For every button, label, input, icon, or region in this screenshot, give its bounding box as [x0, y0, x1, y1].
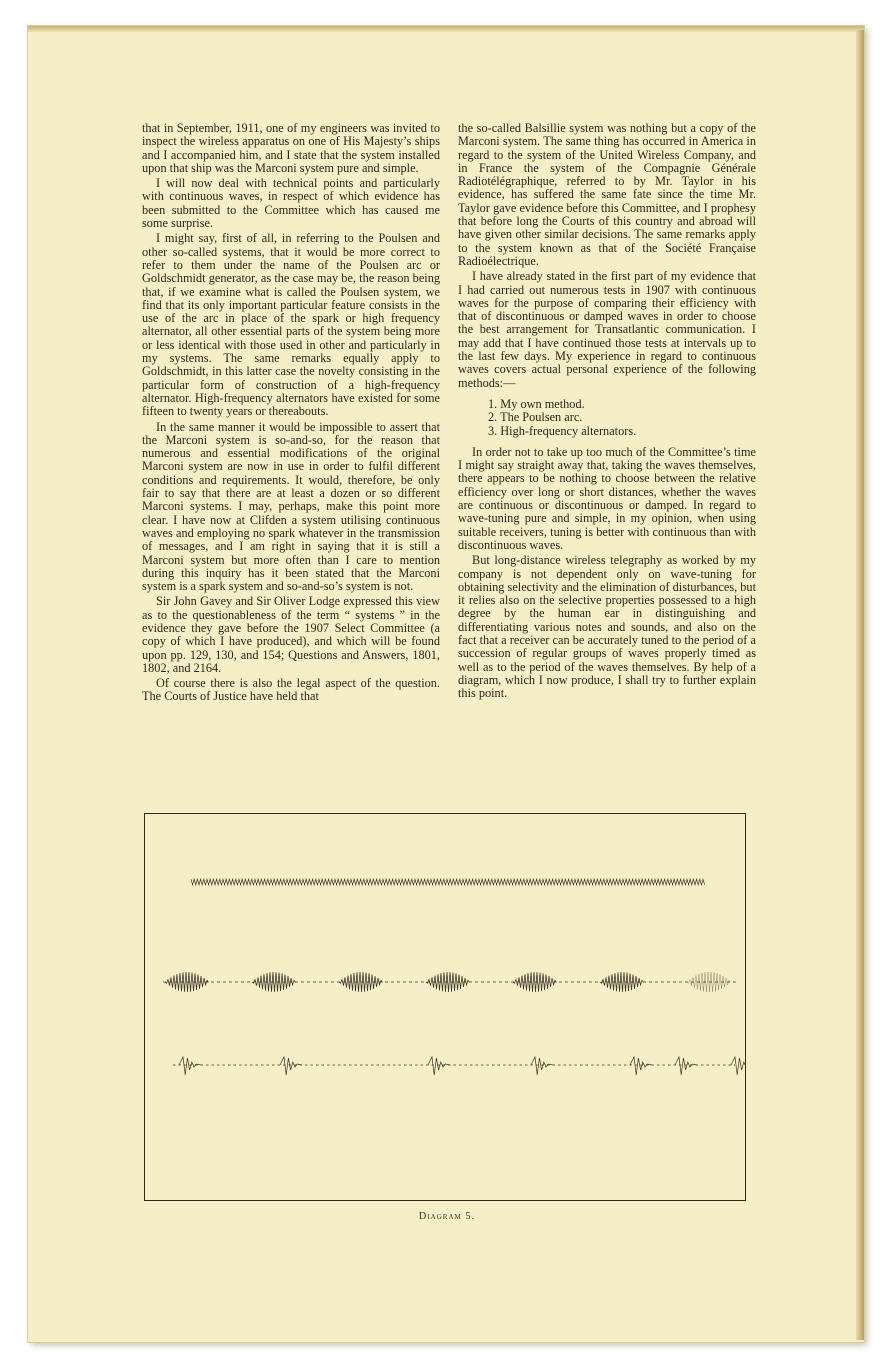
left-paragraph-5: Sir John Gavey and Sir Oliver Lodge expressed this view as to the questionableness of the term “ systems ” in the evidence they gave before the 1907 Select Committee (a copy of which I have produced), and which will be found upon pp. 129, 130, and 154; Questions and Answers, 1801, 1802, and 2164. — [142, 594, 440, 675]
left-paragraph-2: I will now deal with technical points and particularly with continuous waves, in respect of which evidence has been submitted to the Committee which has caused me some surprise. — [142, 176, 440, 231]
left-paragraph-3: I might say, first of all, in referring to the Poulsen and other so-called systems, that it would be more correct to refer to them under the name of the Poulsen arc or Goldschmidt generator, as the case may be, the reason being that, if we examine what is called the Poulsen system, we find that its only important particular feature consists in the use of the arc in place of the spark or high frequency alternator, all other essential parts of the system being more or less identical with those used in other and particularly in my systems. The same remarks equally apply to Goldschmidt, in this latter case the novelty consisting in the particular form of construction of a high-frequency alternator. High-frequency alternators have existed for some fifteen to twenty years or thereabouts. — [142, 231, 440, 419]
damped-spike — [428, 1057, 450, 1075]
diagram-caption — [0, 1211, 894, 1222]
wave-group — [687, 972, 731, 992]
right-paragraph-4: But long-distance wireless telegraphy as worked by my company is not dependent only on wave-tuning for obtaining selectivity and the elimination of disturbances, but it relies also on the selective properties possessed to a high degree by the human ear in distinguishing and differentiating various notes and sounds, and also on the fact that a receiver can be accurately tuned to the period of a succession of regular groups of waves properly timed as well as to the period of the waves themselves. By help of a diagram, which I now produce, I shall try to further explain this point. — [458, 553, 756, 701]
methods-list-item: 1. My own method. — [488, 396, 585, 411]
wave-group — [600, 972, 644, 992]
methods-list-item: 2. The Poulsen arc. — [488, 410, 583, 425]
wave-diagram-svg — [145, 814, 745, 1200]
left-paragraph-6: Of course there is also the legal aspect of the question. The Courts of Justice have held that — [142, 676, 440, 704]
wave-group — [252, 972, 296, 992]
wave-group — [426, 972, 470, 992]
methods-list — [458, 398, 756, 438]
left-paragraph-1: that in September, 1911, one of my engineers was invited to inspect the wireless apparatus on one of His Majesty’s ships and I accompanied him, and I state that the system installed upon that ship was the Marconi system pure and simple. — [142, 121, 440, 175]
wave-group — [339, 972, 383, 992]
damped-spike — [179, 1057, 201, 1075]
wave-diagram — [144, 813, 746, 1201]
damped-spike — [675, 1057, 697, 1075]
wave-group — [165, 972, 209, 992]
damped-spike — [630, 1057, 652, 1075]
left-text-column — [142, 122, 440, 704]
page-top-edge — [28, 26, 864, 32]
right-paragraph-3: In order not to take up too much of the Committee’s time I might say straight away that, taking the waves themselves, there appears to be nothing to choose between the relative efficiency over long or short distances, whether the waves are continuous or discontinuous or damped. In regard to wave-tuning pure and simple, in my opinion, when using suitable receivers, tuning is better with continuous than with discontinuous waves. — [458, 444, 756, 552]
damped-spike — [280, 1057, 302, 1075]
right-paragraph-2: I have already stated in the first part of my evidence that I had carried out numerous tests in 1907 with continuous waves for the purpose of comparing their efficiency with that of discontinuous or damped waves in order to choose the best arrangement for Transatlantic communication. I may add that I have continued those tests at intervals up to the last few days. My experience in regard to continuous waves covers actual personal experience of the following methods:— — [458, 269, 756, 390]
wave-group — [513, 972, 557, 992]
right-paragraph-1: the so-called Balsillie system was nothing but a copy of the Marconi system. The same thing has occurred in America in regard to the system of the United Wireless Company, and in France the system of the Compagnie Générale Radiotélégraphique, referred to by Mr. Taylor in his evidence, has suffered the same fate since the time Mr. Taylor gave evidence before this Committee, and I prophesy that before long the Courts of this country and abroad will have given other similar decisions. The same remarks apply to the system known as that of the Société Française Radioélectrique. — [458, 121, 756, 268]
left-paragraph-4: In the same manner it would be impossible to assert that the Marconi system is so-and-so, for the reason that numerous and essential modifications of the original Marconi system are now in use in order to fulfil different conditions and requirements. It would, therefore, be only fair to say that there are at least a dozen or so different Marconi systems. I may, perhaps, make this point more clear. I have now at Clifden a system utilising continuous waves and employing no spark whatever in the transmission of messages, and I am right in saying that it is still a Marconi system but more often than I care to mention during this inquiry has it been stated that the Marconi system is a spark system and so-and-so’s system is not. — [142, 419, 440, 594]
diagram-caption-text: Diagram 5. — [418, 1211, 476, 1222]
page-right-edge — [856, 30, 864, 1340]
right-text-column — [458, 122, 756, 700]
methods-list-item: 3. High-frequency alternators. — [488, 423, 637, 438]
damped-spike — [531, 1057, 553, 1075]
continuous-wave-trace — [191, 879, 705, 885]
damped-spike — [731, 1057, 745, 1075]
